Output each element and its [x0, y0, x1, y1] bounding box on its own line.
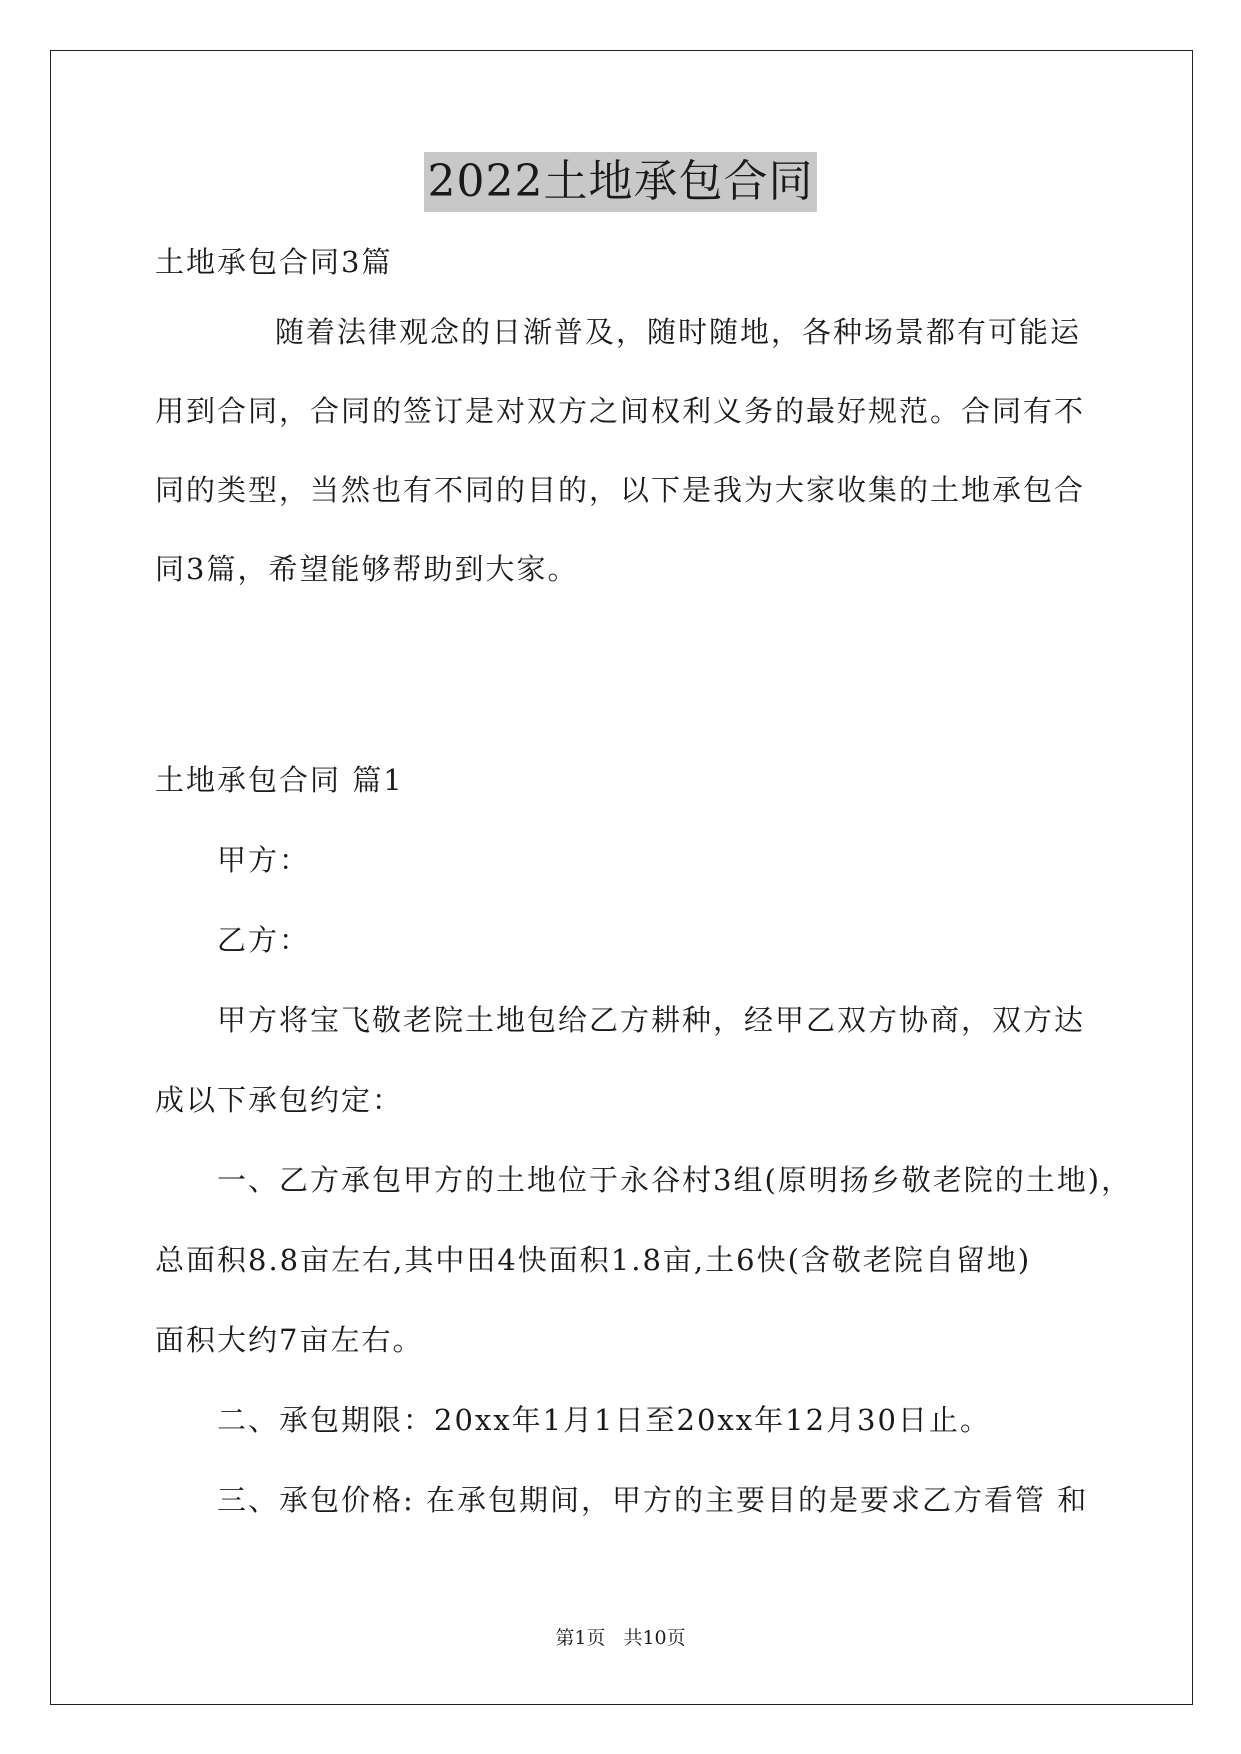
clause-line: 一、乙方承包甲方的土地位于永谷村3组(原明扬乡敬老院的土地)，	[217, 1163, 1133, 1197]
clause-line: 三、承包价格: 在承包期间，甲方的主要目的是要求乙方看管 和	[217, 1483, 1089, 1517]
body-line: 同的类型，当然也有不同的目的，以下是我为大家收集的土地承包合	[155, 473, 1086, 507]
body-line: 用到合同，合同的签订是对双方之间权利义务的最好规范。合同有不	[155, 394, 1086, 428]
clause-line: 面积大约7亩左右。	[155, 1323, 424, 1357]
clause-line: 二、承包期限：20xx年1月1日至20xx年12月30日止。	[217, 1403, 991, 1437]
party-b-line: 乙方：	[217, 923, 311, 957]
body-line: 成以下承包约定：	[155, 1083, 404, 1117]
page-footer	[0, 1626, 1241, 1650]
title-wrap	[0, 152, 1241, 212]
body-line: 同3篇，希望能够帮助到大家。	[155, 552, 579, 586]
body-line: 随着法律观念的日渐普及，随时随地，各种场景都有可能运	[275, 315, 1082, 349]
subtitle-line: 土地承包合同3篇	[155, 245, 393, 279]
section-heading: 土地承包合同 篇1	[155, 763, 404, 797]
clause-line: 总面积8.8亩左右,其中田4快面积1.8亩,土6快(含敬老院自留地)	[155, 1243, 1032, 1277]
body-line: 甲方将宝飞敬老院土地包给乙方耕种，经甲乙双方协商，双方达	[217, 1003, 1086, 1037]
document-title: 2022土地承包合同	[424, 152, 818, 212]
page-number: 第1页	[555, 1627, 606, 1649]
page-total: 共10页	[623, 1627, 686, 1649]
party-a-line: 甲方：	[217, 843, 311, 877]
